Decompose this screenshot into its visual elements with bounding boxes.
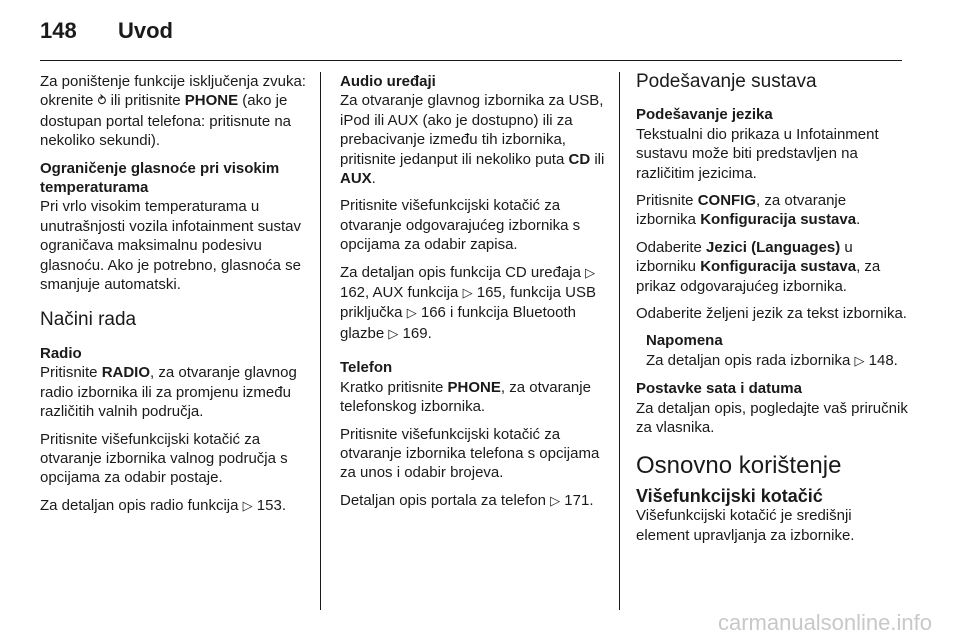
modes-heading: Načini rada: [40, 309, 137, 331]
page-ref-arrow-icon: ▷: [242, 498, 253, 514]
phone-heading: Telefon: [340, 359, 393, 377]
note-heading: Napomena: [646, 332, 723, 350]
audio-paragraph-3: Za detaljan opis funkcija CD uređaja ▷ 162, AUX funkcija ▷ 165, funkcija USB priključka ▷ 166 i funkcija Bluetooth glazbe ▷ 169.: [340, 263, 596, 342]
knob-paragraph: Višefunkcijski kotačić je središnji element upravljanja za izbornike.: [636, 507, 855, 544]
page-ref-arrow-icon: ▷: [388, 326, 399, 342]
column-divider-1: [320, 72, 321, 610]
page-number: 148: [40, 18, 77, 43]
language-heading: Podešavanje jezika: [636, 106, 773, 124]
language-paragraph-4: Odaberite željeni jezik za tekst izbornika.: [636, 305, 907, 323]
audio-paragraph-1: Za otvaranje glavnog izbornika za USB, iPod ili AUX (ako je dostupno) ili za prebacivanje između tih izbornika, pritisnite jedanput ili nekoliko puta CD ili AUX.: [340, 92, 605, 188]
page-ref-arrow-icon: ▷: [406, 306, 417, 322]
header-rule: [40, 60, 902, 61]
language-paragraph-2: Pritisnite CONFIG, za otvaranje izbornika Konfiguracija sustava.: [636, 192, 861, 229]
column-2: [340, 72, 612, 519]
temp-paragraph: Pri vrlo visokim temperaturama u unutrašnjosti vozila infotainment sustav ograničava maksimalnu podesivu glasnoću. Ako je potrebno, glasnoća se smanjuje automatski.: [40, 198, 302, 294]
language-paragraph-3: Odaberite Jezici (Languages) u izborniku Konfiguracija sustava, za prikaz odgovarajućeg izbornika.: [636, 238, 881, 295]
phone-paragraph-3: Detaljan opis portala za telefon ▷ 171.: [340, 491, 594, 509]
page-ref-arrow-icon: ▷: [550, 493, 561, 509]
settings-heading: Podešavanje sustava: [636, 71, 817, 92]
rotate-knob-icon: ⥁: [97, 94, 107, 110]
section-title: Uvod: [118, 18, 173, 43]
column-1: [40, 72, 312, 524]
audio-heading: Audio uređaji: [340, 73, 436, 90]
temp-heading: Ograničenje glasnoće pri visokim temperaturama: [40, 159, 280, 197]
page-ref-arrow-icon: ▷: [854, 353, 865, 369]
phone-paragraph-1: Kratko pritisnite PHONE, za otvaranje telefonskog izbornika.: [340, 378, 591, 416]
clock-heading: Postavke sata i datuma: [636, 380, 802, 398]
radio-paragraph-3: Za detaljan opis radio funkcija ▷ 153.: [40, 496, 286, 514]
radio-paragraph-1: Pritisnite RADIO, za otvaranje glavnog radio izbornika ili za promjenu između različitih valnih područja.: [40, 364, 297, 421]
knob-heading: Višefunkcijski kotačić: [636, 485, 823, 506]
note-text: Za detaljan opis rada izbornika ▷ 148.: [646, 351, 898, 369]
radio-heading: Radio: [40, 344, 82, 362]
radio-paragraph-2: Pritisnite višefunkcijski kotačić za otvaranje izbornika valnog područja s opcijama za odabir postaje.: [40, 430, 288, 487]
watermark: carmanualsonline.info: [717, 610, 932, 635]
column-3: [636, 72, 908, 553]
language-paragraph-1: Tekstualni dio prikaza u Infotainment sustavu može biti predstavljen na različitim jezicima.: [636, 125, 879, 182]
basic-operation-heading: Osnovno korištenje: [636, 451, 842, 479]
page-ref-arrow-icon: ▷: [585, 265, 596, 281]
audio-paragraph-2: Pritisnite višefunkcijski kotačić za otvaranje odgovarajućeg izbornika s opcijama za odabir zapisa.: [340, 197, 581, 254]
note-box: [646, 331, 908, 371]
phone-paragraph-2: Pritisnite višefunkcijski kotačić za otvaranje izbornika telefona s opcijama za unos i odabir brojeva.: [340, 425, 600, 482]
clock-paragraph: Za detaljan opis, pogledajte vaš priručnik za vlasnika.: [636, 399, 908, 437]
column-divider-2: [619, 72, 620, 610]
mute-paragraph: Za poništenje funkcije isključenja zvuka: okrenite ⥁ ili pritisnite PHONE (ako je dostupan portal telefona: pritisnute na nekoliko sekundi).: [40, 73, 306, 150]
page-ref-arrow-icon: ▷: [462, 286, 473, 302]
